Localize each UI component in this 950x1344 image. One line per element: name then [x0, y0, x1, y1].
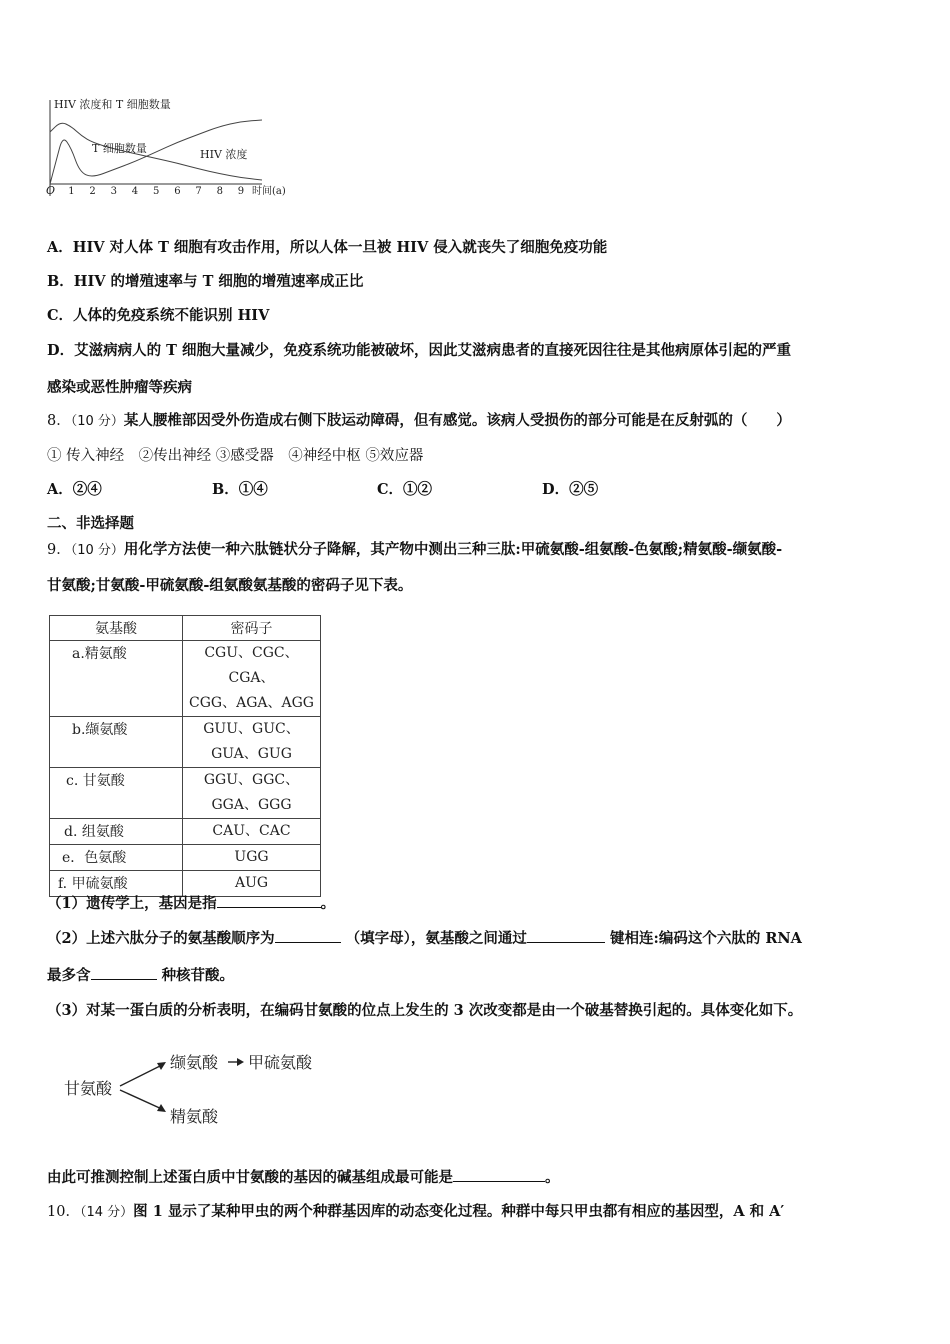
x-tick-label: 6	[174, 186, 181, 197]
x-tick-label: 8	[216, 186, 223, 197]
x-tick-label: 9	[237, 186, 245, 197]
q8-option-a	[47, 478, 102, 499]
answer-blank[interactable]	[217, 893, 321, 908]
q9-sub2	[47, 927, 802, 948]
x-tick-label: 5	[153, 186, 160, 197]
codon-cell: GUU、GUC、 GUA、GUG	[183, 717, 321, 768]
question-stem: 用化学方法使一种六肽链状分子降解，其产物中测出三种三肽:甲硫氨酸-组氨酸-色氨酸;精氨酸-缬氨酸-	[123, 541, 783, 558]
question-stem: 某人腰椎部因受外伤造成右侧下肢运动障碍，但有感觉。该病人受损伤的部分可能是在反射弧的（ ）	[123, 412, 791, 429]
sub2-line2-suffix: 种核苷酸。	[161, 967, 235, 984]
option-text: 人体的免疫系统不能识别 HIV	[73, 307, 270, 324]
answer-blank[interactable]	[453, 1167, 545, 1182]
question-score: （10 分）	[70, 543, 124, 558]
answer-blank[interactable]	[275, 928, 341, 943]
q8-option-d	[542, 478, 598, 499]
option-text: 艾滋病病人的 T 细胞大量减少，免疫系统功能被破坏，因此艾滋病患者的直接死因往往是其他病原体引起的严重	[74, 342, 791, 359]
q9-sub2-line2	[47, 964, 234, 985]
option-letter: C．	[47, 307, 74, 324]
table-header-row	[50, 616, 321, 641]
arrow-right-head	[237, 1058, 244, 1066]
codon-table	[49, 615, 321, 897]
table-row	[50, 819, 321, 845]
section-title: 二、非选择题	[47, 515, 134, 532]
x-tick-label: 4	[131, 186, 139, 197]
arrow-up-line	[120, 1064, 164, 1086]
q8-option-c	[377, 478, 432, 499]
sub2-mid1: （填字母），氨基酸之间通过	[345, 930, 527, 947]
hiv-annotation: HIV 浓度	[200, 148, 248, 161]
diagram-top: 缬氨酸	[170, 1053, 219, 1072]
amino-acid-cell: e．色氨酸	[50, 845, 183, 871]
x-tick-label: 7	[195, 186, 202, 197]
sub2-line2-prefix: 最多含	[47, 967, 91, 984]
option-letter: A．	[47, 239, 73, 256]
question-stem: 图 1 显示了某种甲虫的两个种群基因库的动态变化过程。种群中每只甲虫都有相应的基因型，A 和 A′	[133, 1203, 785, 1220]
option-text: ①②	[403, 481, 433, 498]
option-text: HIV 的增殖速率与 T 细胞的增殖速率成正比	[73, 273, 364, 290]
x-tick-label: 2	[89, 186, 96, 197]
q7-option-b	[47, 270, 363, 291]
conclusion-prefix: 由此可推测控制上述蛋白质中甘氨酸的基因的碱基组成最可能是	[47, 1169, 453, 1186]
option-letter: B．	[212, 481, 239, 498]
question-number: 10．	[47, 1204, 80, 1220]
diagram-bottom: 精氨酸	[170, 1107, 219, 1126]
amino-acid-cell: c. 甘氨酸	[50, 768, 183, 819]
x-axis-label: 时间(a)	[252, 186, 286, 197]
codon-cell: AUG	[183, 871, 321, 897]
q9-stem-line2: 甘氨酸;甘氨酸-甲硫氨酸-组氨酸氨基酸的密码子见下表。	[47, 577, 413, 594]
option-letter: A．	[47, 481, 73, 498]
x-tick-label: 3	[110, 186, 117, 197]
option-text: HIV 对人体 T 细胞有攻击作用，所以人体一旦被 HIV 侵入就丧失了细胞免疫功能	[72, 239, 608, 256]
q9-conclusion	[47, 1166, 560, 1187]
origin-label: O	[46, 184, 56, 197]
q7-option-c	[47, 304, 269, 325]
arrow-up-head	[157, 1062, 166, 1070]
arrow-down-line	[120, 1090, 164, 1110]
amino-acid-cell: a.精氨酸	[50, 641, 183, 717]
q9-sub1	[47, 892, 335, 913]
q9-sub3: （3）对某一蛋白质的分析表明，在编码甘氨酸的位点上发生的 3 次改变都是由一个破基替换引起的。具体变化如下。	[47, 1002, 803, 1019]
q9-stem-line1	[47, 538, 782, 559]
mutation-diagram	[62, 1046, 342, 1132]
option-letter: B．	[47, 273, 74, 290]
option-text: ①④	[238, 481, 268, 498]
codon-cell: GGU、GGC、 GGA、GGG	[183, 768, 321, 819]
table-row	[50, 845, 321, 871]
question-number: 8．	[47, 413, 71, 429]
sub2-prefix: （2）上述六肽分子的氨基酸顺序为	[47, 930, 275, 947]
option-text: ②④	[72, 481, 102, 498]
sub1-prefix: （1）遗传学上，基因是指	[47, 895, 217, 912]
header-codon: 密码子	[183, 616, 321, 641]
q8-option-b	[212, 478, 268, 499]
q7-option-d	[47, 339, 791, 360]
table-row	[50, 717, 321, 768]
diagram-top-next: 甲硫氨酸	[248, 1053, 313, 1072]
header-amino-acid: 氨基酸	[50, 616, 183, 641]
x-tick-label: 1	[68, 186, 75, 197]
question-score: （10 分）	[70, 414, 124, 429]
table-row	[50, 768, 321, 819]
option-letter: C．	[377, 481, 404, 498]
codon-cell: CGU、CGC、CGA、 CGG、AGA、AGG	[183, 641, 321, 717]
q8-items: ① 传入神经 ②传出神经 ③感受器 ④神经中枢 ⑤效应器	[47, 448, 424, 464]
answer-blank[interactable]	[527, 928, 605, 943]
amino-acid-cell: d. 组氨酸	[50, 819, 183, 845]
q7-option-a	[47, 236, 607, 257]
y-axis-label: HIV 浓度和 T 细胞数量	[54, 98, 171, 111]
t-cell-annotation: T 细胞数量	[92, 142, 147, 155]
option-letter: D．	[47, 342, 75, 359]
codon-cell: UGG	[183, 845, 321, 871]
amino-acid-cell: f. 甲硫氨酸	[50, 871, 183, 897]
sub1-suffix: 。	[320, 895, 336, 912]
question-score: （14 分）	[79, 1205, 134, 1220]
diagram-source: 甘氨酸	[64, 1079, 113, 1098]
conclusion-suffix: 。	[545, 1169, 560, 1186]
question-number: 9．	[47, 542, 71, 558]
q10-stem	[47, 1200, 784, 1221]
amino-acid-cell: b.缬氨酸	[50, 717, 183, 768]
option-letter: D．	[542, 481, 570, 498]
hiv-t-cell-chart	[40, 94, 302, 204]
option-text: ②⑤	[569, 481, 599, 498]
codon-cell: CAU、CAC	[183, 819, 321, 845]
q7-option-d-continued: 感染或恶性肿瘤等疾病	[47, 379, 192, 396]
table-row	[50, 641, 321, 717]
answer-blank[interactable]	[91, 965, 157, 980]
q8-stem	[47, 409, 791, 430]
sub2-mid2: 键相连:编码这个六肽的 RNA	[609, 930, 802, 947]
